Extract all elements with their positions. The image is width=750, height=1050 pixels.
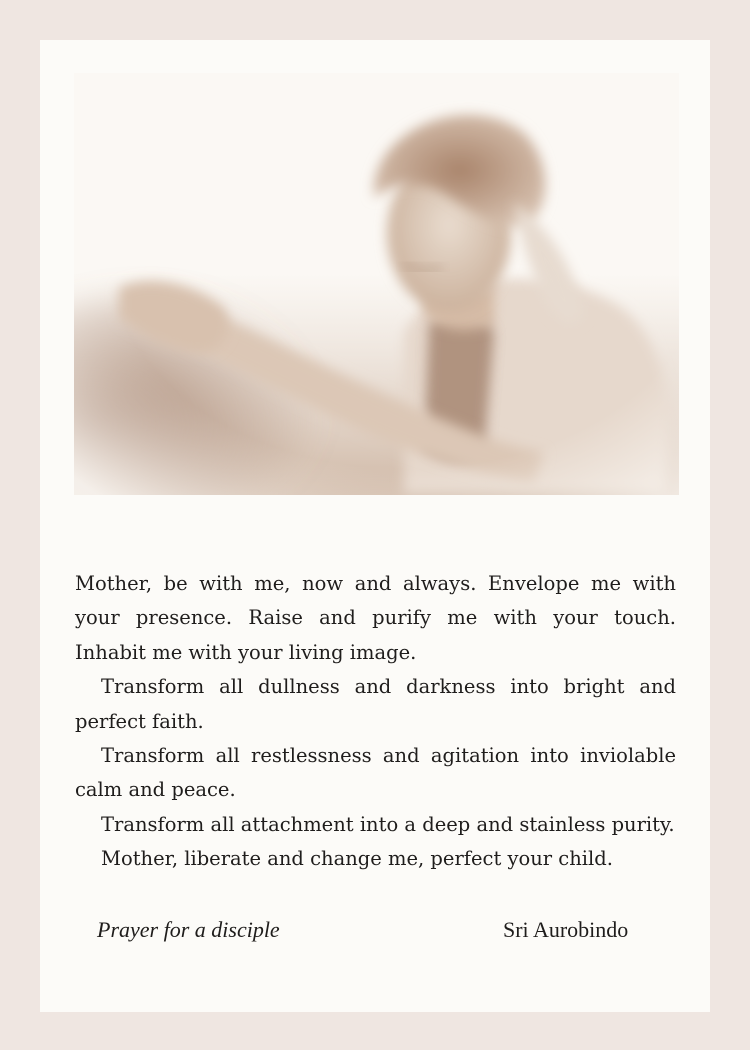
prayer-line: Transform all restlessness and agitation into inviolable <box>101 744 676 768</box>
portrait-photo <box>74 73 679 495</box>
prayer-paragraph <box>75 567 676 670</box>
prayer-card <box>40 40 710 1012</box>
prayer-line: your presence. Raise and purify me with your touch. <box>75 606 676 630</box>
prayer-line: Transform all attachment into a deep and stainless purity. <box>101 812 675 836</box>
prayer-paragraph <box>75 808 676 842</box>
prayer-line: Mother, liberate and change me, perfect your child. <box>101 847 613 871</box>
author-name: Sri Aurobindo <box>503 917 629 942</box>
prayer-paragraph <box>75 842 676 876</box>
prayer-line: Inhabit me with your living image. <box>75 640 417 664</box>
portrait-illustration <box>74 73 679 495</box>
prayer-paragraph <box>75 670 676 739</box>
prayer-caption: Prayer for a disciple <box>97 917 280 942</box>
prayer-line: Transform all dullness and darkness into bright and <box>101 675 676 699</box>
prayer-line: perfect faith. <box>75 709 204 733</box>
prayer-line: Mother, be with me, now and always. Envelope me with <box>75 572 676 595</box>
prayer-paragraph <box>75 739 676 808</box>
prayer-text <box>75 567 676 877</box>
prayer-line: calm and peace. <box>75 778 236 802</box>
